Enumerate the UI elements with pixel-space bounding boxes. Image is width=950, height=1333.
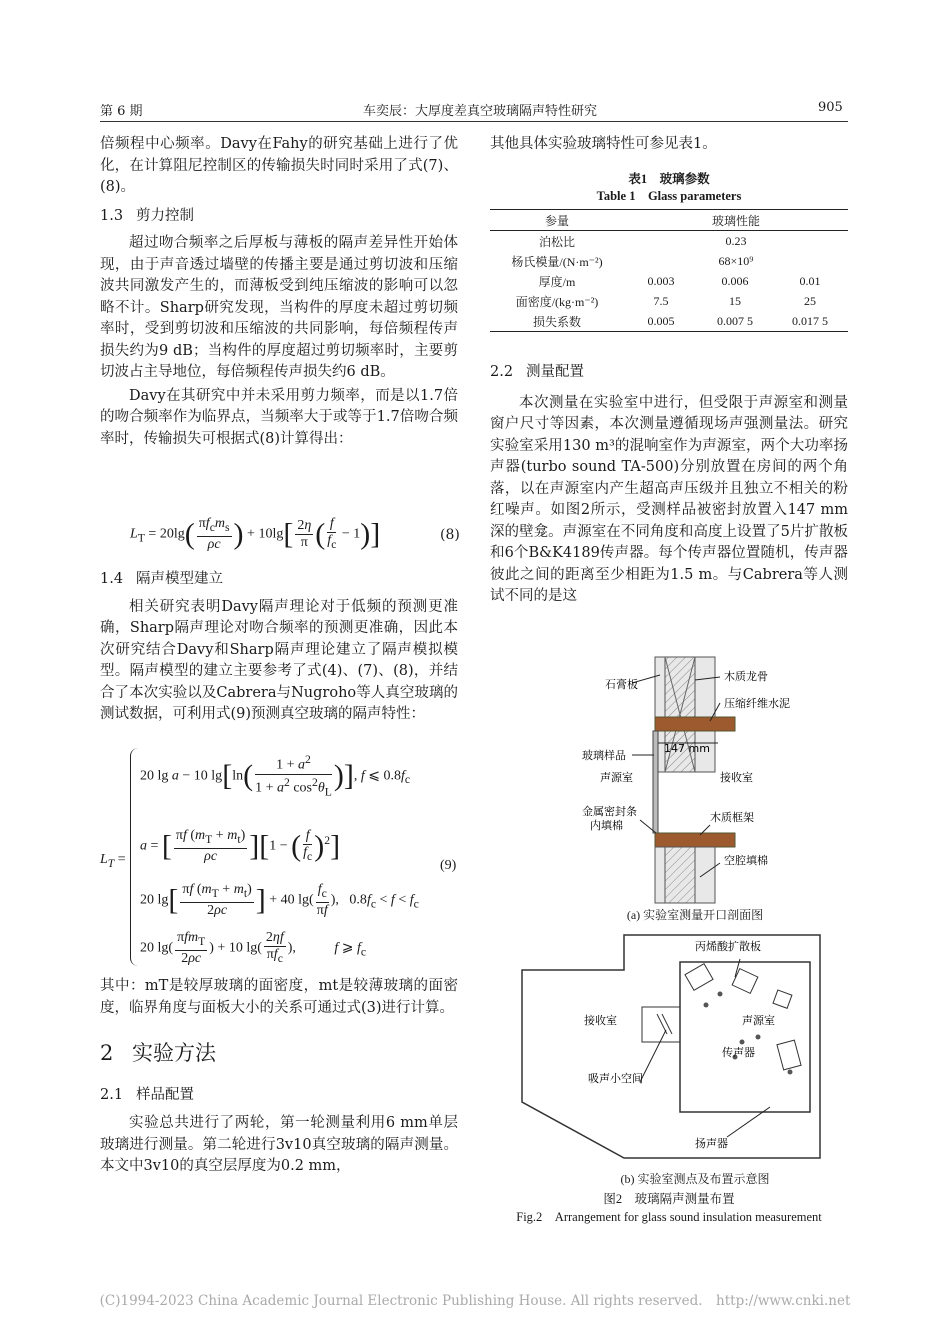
figure-2a-caption: (a) 实验室测量开口剖面图 bbox=[626, 908, 764, 922]
table-row: 损失系数 0.005 0.007 5 0.017 5 bbox=[490, 311, 848, 332]
label-absorber: 吸声小空间 bbox=[588, 1072, 643, 1085]
equation-8: $L_T = 20\lg$( $\frac{\pi f_cm_s}{\rho c}$ ) + 10lg[ $\frac{2\eta}{\pi}$ ( $\frac{f}{f_c}$ − 1)] bbox=[130, 516, 381, 552]
equation-9-number: (9) bbox=[440, 858, 457, 873]
label-cavity: 空腔填棉 bbox=[724, 854, 768, 867]
label-seal: 金属密封条 bbox=[582, 805, 637, 818]
figure-2-caption: 图2 玻璃隔声测量布置 Fig.2 Arrangement for glass sound insulation measurement bbox=[516, 1192, 822, 1224]
table-glass-parameters bbox=[490, 209, 848, 332]
header-title: 车奕辰：大厚度差真空玻璃隔声特性研究 bbox=[362, 104, 597, 119]
label-cement: 压缩纤维水泥 bbox=[724, 697, 790, 710]
table-row: 泊松比 0.23 bbox=[538, 233, 747, 249]
right-column-mid bbox=[490, 362, 848, 608]
section-2: 2 实验方法 bbox=[100, 1041, 216, 1065]
label-loudspeaker: 扬声器 bbox=[695, 1137, 728, 1150]
header-page: 905 bbox=[818, 100, 843, 115]
label-fill: 内填棉 bbox=[590, 819, 623, 832]
label-source-room: 声源室 bbox=[600, 771, 633, 784]
header-issue: 第 6 期 bbox=[100, 104, 143, 119]
equation-9: $L_T$ = 20 lg a − 10 lg[ln( $\frac{1 + a^2}{1 + a^2 \cos^2\theta_L}$ )], f ⩽ $0.8f_c$ a = [ $\frac{\pi f (m_T + m_t)}{\rho c}$ ][1 − ( $\frac{f}{f_c}$ )$^2$] 20 lg[ $\frac{\pi f (m_T + m_t)}{2\rho c}$ ] + 40 lg( $\frac{f_c}{\pi f}$ ), $0.8f_c < f < f_c$ 20 lg( $\frac{\pi fm_T}{2\rho c}$ ) + 10 lg( $\frac{2\eta f}{\pi f_c}$ ), f ⩾ $f_c$ (9) bbox=[100, 748, 470, 970]
table-header: 玻璃性能 bbox=[711, 213, 760, 228]
footer-copyright: (C)1994-2023 China Academic Journal Electronic Publishing House. All rights reserved. http://www.cnki.net bbox=[99, 1293, 851, 1309]
table-row: 面密度/(kg·m⁻²) 7.5 15 25 bbox=[515, 293, 816, 309]
table-caption: 表1 玻璃参数 Table 1 Glass parameters bbox=[596, 172, 742, 203]
label-receive-room: 接收室 bbox=[584, 1014, 617, 1027]
paragraph: 其中：mT是较厚玻璃的面密度，mt是较薄玻璃的面密度，临界角度与面板大小的关系可通过式(3)进行计算。 bbox=[100, 978, 458, 1016]
label-microphone: 传声器 bbox=[722, 1046, 755, 1059]
label-receive-room: 接收室 bbox=[720, 771, 753, 784]
label-gypsum: 石膏板 bbox=[605, 678, 638, 691]
paragraph: 倍频程中心频率。Davy在Fahy的研究基础上进行了优化，在计算阻尼控制区的传输损失时同时采用了式(7)、(8)。 bbox=[100, 136, 458, 195]
paragraph: 其他具体实验玻璃特性可参见表1。 bbox=[490, 136, 717, 152]
section-2-2: 2.2 测量配置 bbox=[490, 364, 584, 380]
left-column-top bbox=[100, 134, 458, 450]
label-source-room: 声源室 bbox=[742, 1014, 775, 1027]
equation-8-number: (8) bbox=[440, 527, 460, 543]
table-row: 杨氏模量/(N·m⁻²) 68×10⁹ bbox=[511, 253, 754, 269]
section-1-4: 1.4 隔声模型建立 bbox=[100, 571, 223, 587]
section-2-1: 2.1 样品配置 bbox=[100, 1086, 194, 1103]
section-1-3: 1.3 剪力控制 bbox=[100, 207, 194, 224]
label-sample: 玻璃样品 bbox=[582, 749, 626, 762]
right-column-top bbox=[490, 134, 848, 156]
left-column-bottom bbox=[100, 976, 458, 1178]
paragraph: 实验总共进行了两轮，第一轮测量利用6 mm单层玻璃进行测量。第二轮进行3v10真空玻璃的隔声测量。本文中3v10的真空层厚度为0.2 mm， bbox=[100, 1115, 458, 1174]
figure-2b-layout bbox=[520, 932, 830, 1167]
paragraph: Davy在其研究中并未采用剪力频率，而是以1.7倍的吻合频率作为临界点，当频率大于或等于1.7倍吻合频率时，传输损失可根据式(8)计算得出： bbox=[100, 387, 458, 447]
header-rule bbox=[100, 121, 848, 122]
label-diffuser: 丙烯酸扩散板 bbox=[695, 940, 761, 953]
label-stud: 木质龙骨 bbox=[724, 670, 768, 683]
figure-2b-caption: (b) 实验室测点及布置示意图 bbox=[620, 1172, 770, 1186]
label-depth: 147 mm bbox=[664, 742, 710, 755]
label-frame: 木质框架 bbox=[710, 811, 754, 824]
paragraph: 相关研究表明Davy隔声理论对于低频的预测更准确，Sharp隔声理论对吻合频率的预测更准确，因此本次研究结合Davy和Sharp隔声理论建立了隔声模拟模型。隔声模型的建立主要参考了式(4)、(7)、(8)，并结合了本次实验以及Cabrera与Nugroho等人真空玻璃的测试数据，可利用式(9)预测真空玻璃的隔声特性： bbox=[100, 598, 458, 722]
left-column-mid bbox=[100, 569, 458, 726]
table-header: 参量 bbox=[544, 213, 569, 228]
paragraph: 本次测量在实验室中进行，但受限于声源室和测量窗户尺寸等因素，本次测量遵循现场声强测量法。研究实验室采用130 m³的混响室作为声源室，两个大功率扬声器(turbo sound TA-500)分别放置在房间的两个角落，以在声源室内产生超高声压级并且独立不相关的粉红噪声。如图2所示，受测样品被密封放置入147 mm深的壁龛。声源室在不同角度和高度上设置了5片扩散板和6个B&K4189传声器。每个传声器位置随机，传声器彼此之间的距离至少相距为1.5 m。与Cabrera等人测试不同的是这 bbox=[490, 394, 848, 604]
figure-2a-section bbox=[560, 655, 830, 905]
paragraph: 超过吻合频率之后厚板与薄板的隔声差异性开始体现，由于声音透过墙壁的传播主要是通过剪切波和压缩波共同激发产生的，而薄板受到纯压缩波的影响可以忽略不计。Sharp研究发现，当构件的厚度未超过剪切频率时，受到剪切波和压缩波的共同影响，每倍频程传声损失约为9 dB；当构件的厚度超过剪切频率时，主要剪切波占主导地位，每倍频程传声损失约6 dB。 bbox=[100, 235, 458, 380]
table-row: 厚度/m 0.003 0.006 0.01 bbox=[538, 273, 821, 289]
